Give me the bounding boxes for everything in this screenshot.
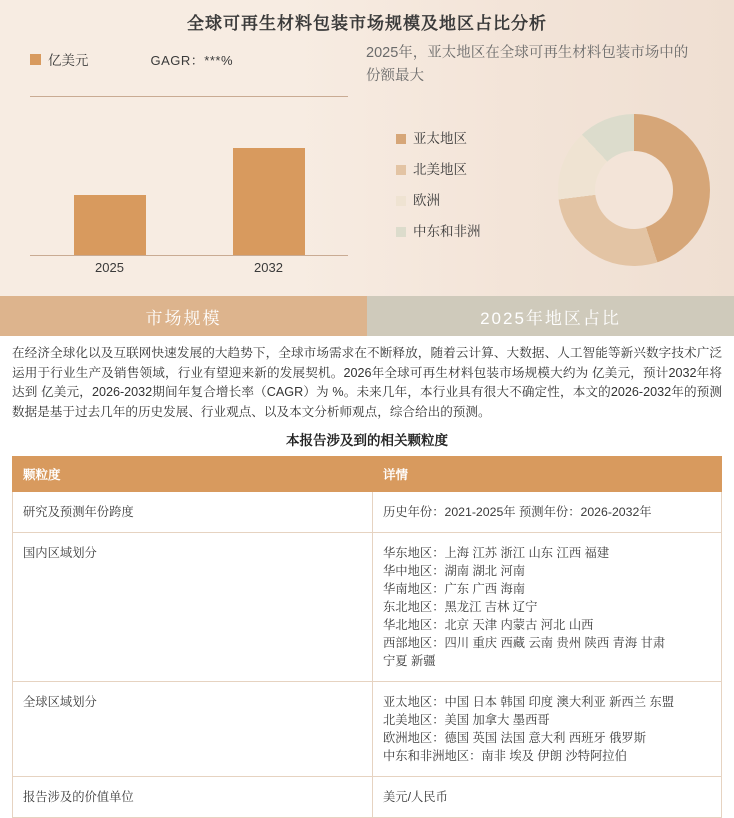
legend-swatch-icon xyxy=(30,54,41,65)
bar-slot-2032 xyxy=(209,97,329,255)
table-header-row xyxy=(13,457,722,492)
granularity-table xyxy=(12,456,722,818)
detail-line: 华东地区：上海 江苏 浙江 山东 江西 福建 xyxy=(383,546,610,560)
pie-chart xyxy=(366,42,726,290)
table-row xyxy=(13,533,722,682)
table-row xyxy=(13,682,722,777)
table-row xyxy=(13,492,722,533)
strip-market-size: 市场规模 xyxy=(0,296,367,336)
table-cell-detail xyxy=(373,777,722,818)
detail-line: 东北地区：黑龙江 吉林 辽宁 xyxy=(383,600,538,614)
detail-line: 中东和非洲地区：南非 埃及 伊朗 沙特阿拉伯 xyxy=(383,749,627,763)
pie-chart-headline: 2025年，亚太地区在全球可再生材料包装市场中的份额最大 xyxy=(366,45,689,84)
strip-region-share: 2025年地区占比 xyxy=(367,296,734,336)
detail-line: 历史年份：2021-2025年 预测年份：2026-2032年 xyxy=(383,505,652,519)
detail-line: 西部地区：四川 重庆 西藏 云南 贵州 陕西 青海 甘肃 xyxy=(383,636,666,650)
legend-swatch-icon xyxy=(396,165,406,175)
table-cell-name: 研究及预测年份跨度 xyxy=(13,492,373,533)
detail-line: 北美地区：美国 加拿大 墨西哥 xyxy=(383,713,550,727)
legend-item xyxy=(396,223,516,241)
bar-chart-cagr-annotation: GAGR：***% xyxy=(150,52,234,68)
donut-chart-graphic xyxy=(558,114,710,266)
legend-item-label: 北美地区 xyxy=(413,162,467,177)
donut-hole xyxy=(595,151,673,229)
table-cell-name: 报告涉及的价值单位 xyxy=(13,777,373,818)
table-caption: 本报告涉及到的相关颗粒度 xyxy=(286,433,448,448)
legend-item-label: 中东和非洲 xyxy=(413,224,481,239)
table-cell-detail xyxy=(373,492,722,533)
legend-item-label: 亚太地区 xyxy=(413,131,467,146)
table-cell-name: 全球区域划分 xyxy=(13,682,373,777)
table-cell-name: 国内区域划分 xyxy=(13,533,373,682)
legend-item xyxy=(396,192,516,210)
bar-slot-2025 xyxy=(50,97,170,255)
detail-line: 欧洲地区：德国 英国 法国 意大利 西班牙 俄罗斯 xyxy=(383,731,647,745)
bar-2032 xyxy=(233,148,305,255)
table-row xyxy=(13,777,722,818)
x-tick-label: 2032 xyxy=(254,260,283,275)
detail-line: 华北地区：北京 天津 内蒙古 河北 山西 xyxy=(383,618,594,632)
page-title: 全球可再生材料包装市场规模及地区占比分析 xyxy=(187,14,547,33)
detail-line: 华中地区：湖南 湖北 河南 xyxy=(383,564,526,578)
section-strips xyxy=(0,296,734,336)
x-tick-label: 2025 xyxy=(95,260,124,275)
table-header-cell: 颗粒度 xyxy=(13,457,373,492)
body-paragraph: 在经济全球化以及互联网快速发展的大趋势下，全球市场需求在不断释放，随着云计算、大数据、人工智能等新兴数字技术广泛运用于行业生产及销售领域，行业有望迎来新的发展契机。2026年全球可再生材料包装市场规模大约为 亿美元，预计2032年将达到 亿美元，2026-2032期间年复合增长率（CAGR）为 %。未来几年，本行业具有很大不确定性，本文的2026-2032年的预测数据是基于过去几年的历史发展、行业观点、以及本文分析师观点，综合给出的预测。 xyxy=(12,346,722,419)
bar-chart xyxy=(14,42,359,287)
detail-line: 美元/人民币 xyxy=(383,790,448,804)
detail-line: 华南地区：广东 广西 海南 xyxy=(383,582,526,596)
table-cell-detail xyxy=(373,533,722,682)
detail-line: 宁夏 新疆 xyxy=(383,654,436,668)
legend-item xyxy=(396,161,516,179)
legend-item-label: 欧洲 xyxy=(413,193,440,208)
legend-swatch-icon xyxy=(396,196,406,206)
table-header-cell: 详情 xyxy=(373,457,722,492)
bar-chart-plot-area xyxy=(30,96,348,256)
pie-chart-legend xyxy=(396,130,516,254)
legend-swatch-icon xyxy=(396,227,406,237)
detail-line: 亚太地区：中国 日本 韩国 印度 澳大利亚 新西兰 东盟 xyxy=(383,695,675,709)
bar-chart-legend xyxy=(14,42,359,76)
bar-chart-legend-label: 亿美元 xyxy=(48,53,89,68)
legend-item xyxy=(396,130,516,148)
table-cell-detail xyxy=(373,682,722,777)
legend-swatch-icon xyxy=(396,134,406,144)
bar-series xyxy=(30,97,348,255)
bar-chart-x-axis xyxy=(30,260,348,275)
banner xyxy=(0,0,734,296)
bar-2025 xyxy=(74,195,146,255)
